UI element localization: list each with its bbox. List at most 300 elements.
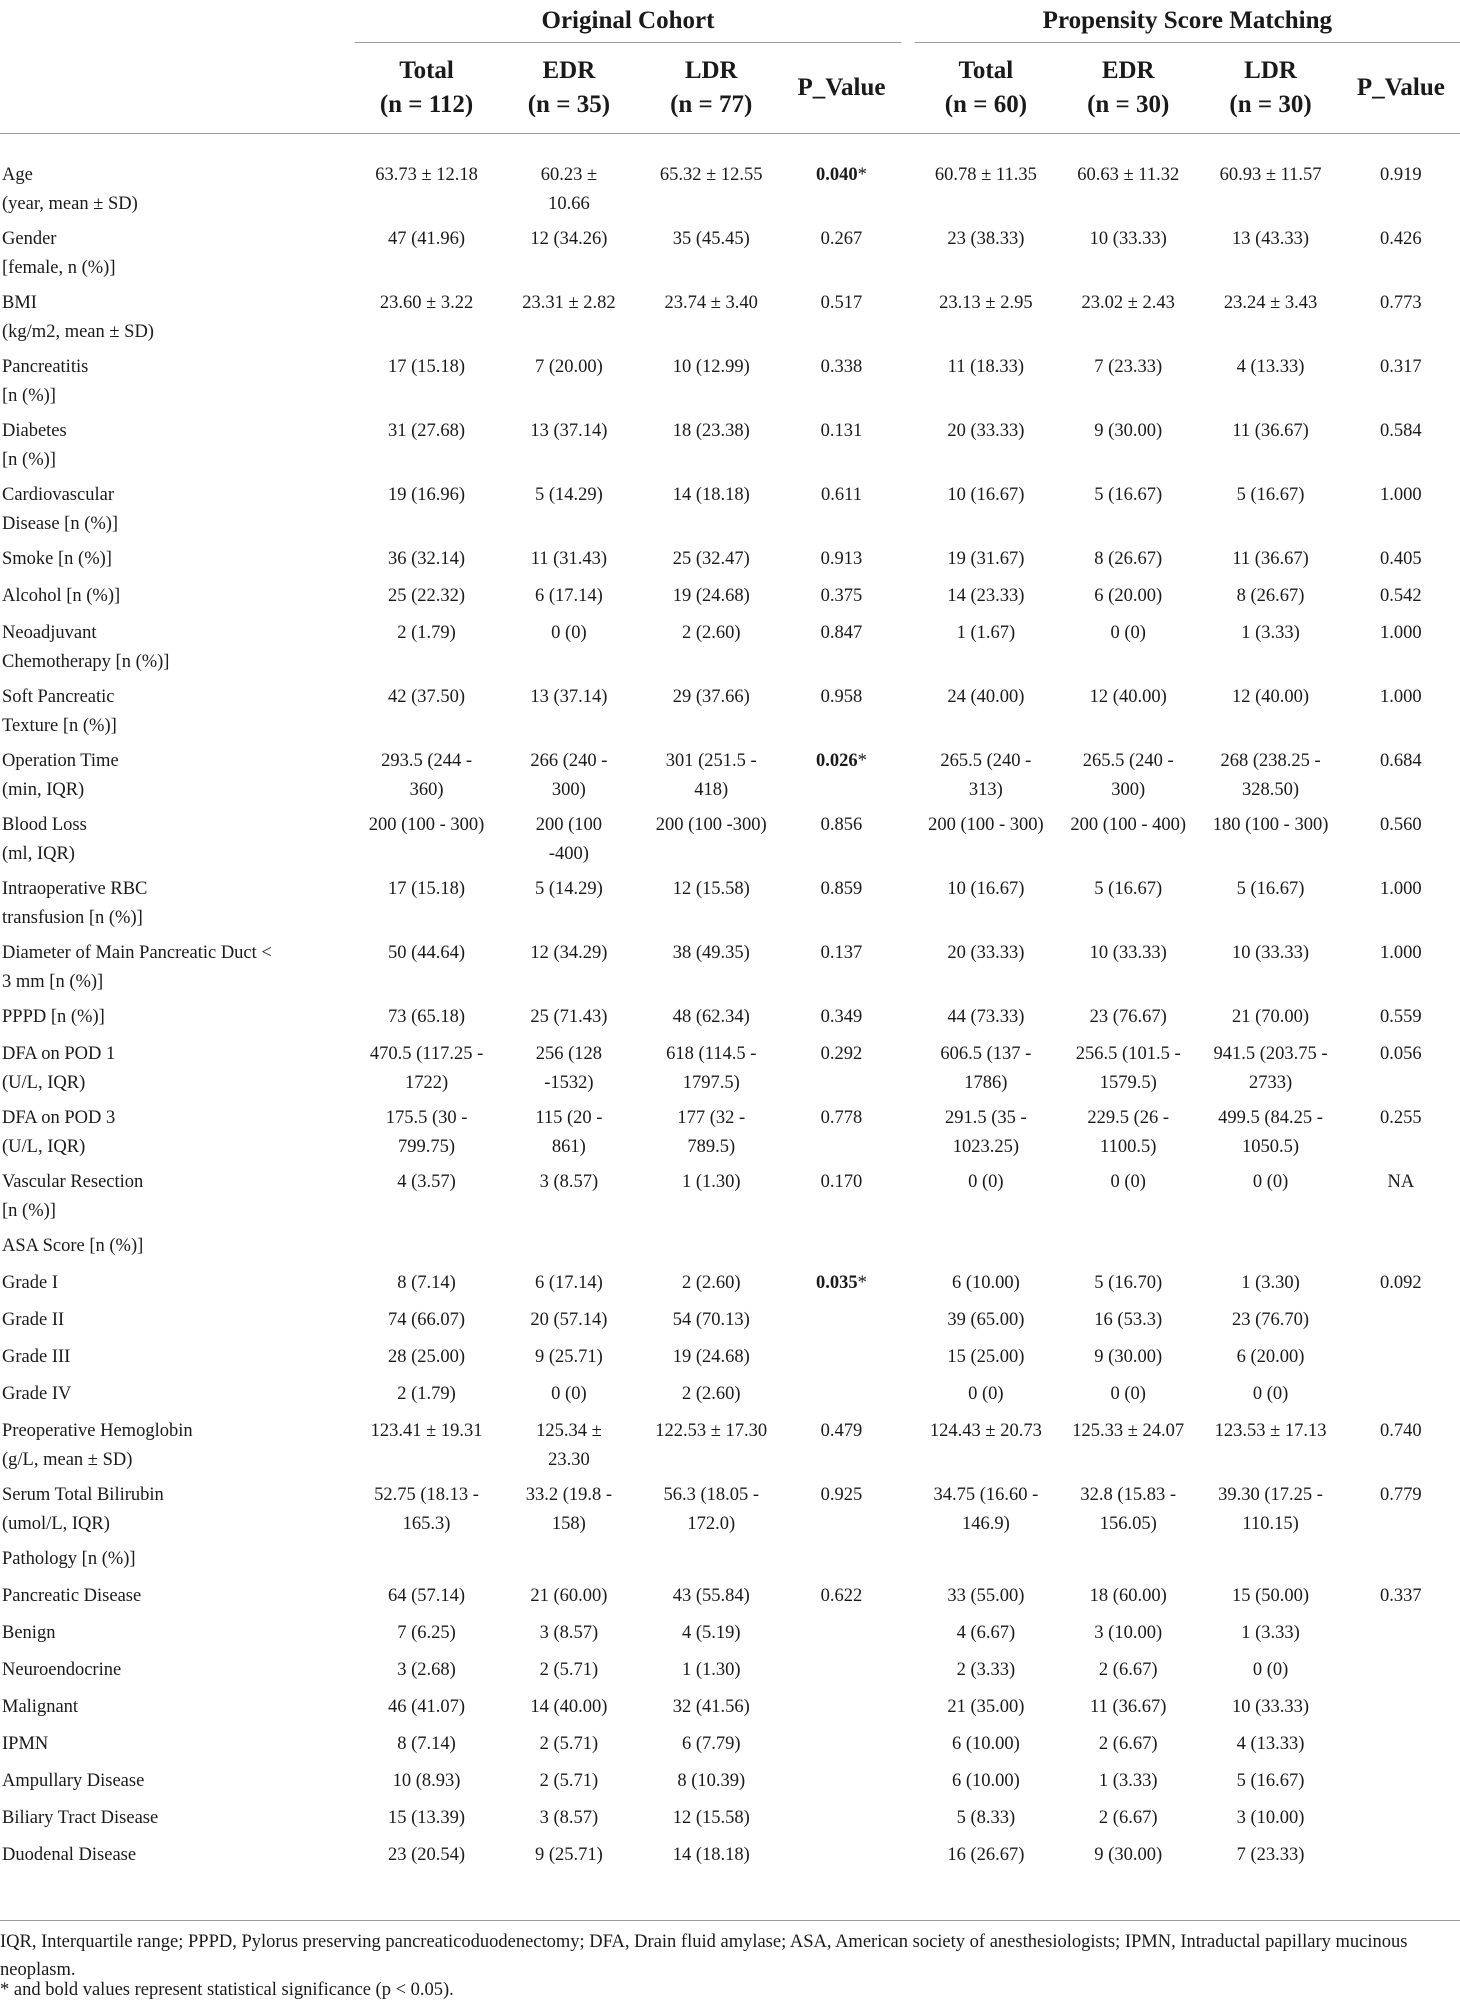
- cell-text: 2 (5.71): [539, 1771, 599, 1791]
- cell-text: 0.338: [820, 357, 863, 377]
- row-label: [0, 410, 355, 474]
- p-value-cell: [1342, 676, 1460, 740]
- value-cell: [1199, 346, 1341, 410]
- value-cell: [1057, 1410, 1199, 1474]
- row-gap: [901, 1474, 915, 1538]
- cell-text: 10 (33.33): [1232, 943, 1310, 963]
- cell-text: 18 (60.00): [1089, 1586, 1167, 1606]
- cell-text: 2 (5.71): [539, 1660, 599, 1680]
- p-value-cell: [782, 1225, 900, 1262]
- value-cell: [1057, 1686, 1199, 1723]
- row-label: [0, 740, 355, 804]
- table-row: [0, 1410, 1460, 1474]
- p-value-cell: [782, 1575, 900, 1612]
- table-row: [0, 1575, 1460, 1612]
- value-cell: [498, 1299, 640, 1336]
- row-label-line: (kg/m2, mean ± SD): [2, 321, 154, 342]
- cell-text: 16 (26.67): [947, 1845, 1025, 1865]
- cell-text: 1 (3.30): [1241, 1273, 1300, 1293]
- p-value-cell: [782, 1262, 900, 1299]
- cell-text: 123.41 ± 19.31: [370, 1421, 483, 1441]
- cell-text: 0 (0): [551, 1384, 587, 1404]
- value-cell: [640, 1612, 782, 1649]
- value-cell: [498, 410, 640, 474]
- value-cell: [355, 1612, 497, 1649]
- cell-text: 418): [694, 779, 729, 800]
- value-cell: [640, 1225, 782, 1262]
- cell-text: 0.405: [1380, 549, 1422, 569]
- value-cell: [1057, 1033, 1199, 1097]
- value-cell: [915, 1410, 1057, 1474]
- cell-text: 3 (10.00): [1236, 1808, 1305, 1828]
- cell-text: 5 (14.29): [534, 879, 603, 899]
- value-cell: [1199, 1097, 1341, 1161]
- cell-text: 0.479: [820, 1421, 863, 1441]
- p-value-cell: [1342, 218, 1460, 282]
- column-header: [640, 43, 782, 134]
- cell-text: 21 (35.00): [947, 1697, 1025, 1717]
- value-cell: [1199, 740, 1341, 804]
- row-gap: [901, 1033, 915, 1097]
- cell-text: 3 (10.00): [1094, 1623, 1163, 1643]
- row-label-line: (min, IQR): [2, 779, 85, 800]
- row-label-line: Biliary Tract Disease: [2, 1808, 159, 1828]
- value-cell: [915, 1373, 1057, 1410]
- value-cell: [355, 1538, 497, 1575]
- cell-text: 0.517: [820, 293, 863, 313]
- value-cell: [1199, 1161, 1341, 1225]
- p-value-cell: [782, 282, 900, 346]
- cell-text: 0.919: [1380, 165, 1422, 185]
- value-cell: [1199, 868, 1341, 932]
- row-label: [0, 612, 355, 676]
- row-label-line: PPPD [n (%)]: [2, 1007, 105, 1027]
- cell-text: 2 (2.60): [681, 623, 741, 643]
- value-cell: [1057, 740, 1199, 804]
- row-gap: [901, 575, 915, 612]
- value-cell: [1199, 282, 1341, 346]
- row-gap: [901, 1299, 915, 1336]
- row-label-line: [n (%)]: [2, 1200, 56, 1221]
- value-cell: [498, 1225, 640, 1262]
- cell-text: 19 (31.67): [947, 549, 1025, 569]
- cell-text: 8 (26.67): [1236, 586, 1305, 606]
- row-label: [0, 1225, 355, 1262]
- cell-text: 313): [968, 779, 1003, 800]
- value-cell: [915, 1474, 1057, 1538]
- cell-text: 64 (57.14): [388, 1586, 466, 1606]
- row-label-line: Neoadjuvant: [2, 623, 97, 643]
- cell-text: [786, 747, 896, 776]
- p-value-cell: [1342, 1336, 1460, 1373]
- value-cell: [640, 804, 782, 868]
- value-cell: [1199, 1797, 1341, 1834]
- value-cell: [915, 740, 1057, 804]
- row-label-line: (g/L, mean ± SD): [2, 1449, 133, 1470]
- cell-text: 14 (18.18): [672, 1845, 750, 1865]
- p-value-cell: [1342, 1161, 1460, 1225]
- cell-text: 13 (43.33): [1232, 229, 1310, 249]
- cell-text: 291.5 (35 -: [945, 1108, 1027, 1128]
- cell-text: 177 (32 -: [677, 1108, 746, 1128]
- row-gap: [901, 1410, 915, 1474]
- cell-text: 146.9): [961, 1513, 1010, 1534]
- cell-text: 60.23 ±: [540, 165, 598, 185]
- value-cell: [915, 218, 1057, 282]
- cell-text: 1 (3.33): [1241, 1623, 1300, 1643]
- p-value-cell: [1342, 346, 1460, 410]
- row-label-line: Soft Pancreatic: [2, 687, 115, 707]
- p-value-cell: [782, 1097, 900, 1161]
- value-cell: [1199, 1723, 1341, 1760]
- value-cell: [355, 1373, 497, 1410]
- significance-marker: *: [857, 165, 867, 185]
- cell-text: 32 (41.56): [672, 1697, 750, 1717]
- value-cell: [640, 1161, 782, 1225]
- cell-text: 789.5): [687, 1136, 736, 1157]
- row-gap: [901, 868, 915, 932]
- row-gap: [901, 154, 915, 218]
- value-cell: [1057, 1336, 1199, 1373]
- value-cell: [1057, 932, 1199, 996]
- cell-text: 12 (34.29): [530, 943, 608, 963]
- table-row: [0, 1033, 1460, 1097]
- value-cell: [915, 1723, 1057, 1760]
- row-label-line: transfusion [n (%)]: [2, 907, 143, 928]
- column-header-title: LDR: [1244, 57, 1297, 84]
- cell-text: 4 (5.19): [681, 1623, 741, 1643]
- cell-text: 38 (49.35): [672, 943, 750, 963]
- cell-text: 1797.5): [682, 1072, 740, 1093]
- p-value-cell: [1342, 1834, 1460, 1871]
- value-cell: [640, 1723, 782, 1760]
- row-label-line: Diabetes: [2, 421, 67, 441]
- cell-text: 6 (7.79): [681, 1734, 741, 1754]
- value-cell: [498, 1097, 640, 1161]
- value-cell: [1199, 1299, 1341, 1336]
- table-row: [0, 474, 1460, 538]
- row-label: [0, 282, 355, 346]
- row-gap: [901, 1723, 915, 1760]
- value-cell: [355, 996, 497, 1033]
- row-gap: [901, 410, 915, 474]
- row-label-line: [n (%)]: [2, 385, 56, 406]
- value-cell: [498, 868, 640, 932]
- row-gap: [901, 804, 915, 868]
- cell-text: 23 (76.67): [1089, 1007, 1167, 1027]
- value-cell: [355, 1760, 497, 1797]
- cell-text: 122.53 ± 17.30: [655, 1421, 768, 1441]
- column-header: [1342, 43, 1460, 134]
- cell-text: 6 (10.00): [951, 1273, 1020, 1293]
- cell-text: 60.78 ± 11.35: [934, 165, 1037, 185]
- cell-text: 268 (238.25 -: [1220, 751, 1321, 771]
- value-cell: [640, 282, 782, 346]
- value-cell: [498, 1575, 640, 1612]
- table-row: [0, 1612, 1460, 1649]
- value-cell: [915, 1686, 1057, 1723]
- cell-text: 0 (0): [1110, 1384, 1146, 1404]
- cell-text: 56.3 (18.05 -: [663, 1485, 760, 1505]
- value-cell: [1057, 1612, 1199, 1649]
- column-gap: [901, 43, 915, 134]
- p-value-cell: [1342, 410, 1460, 474]
- row-label-line: Ampullary Disease: [2, 1771, 145, 1791]
- row-label: [0, 1797, 355, 1834]
- group-gap: [901, 0, 915, 43]
- value-cell: [915, 1834, 1057, 1871]
- row-label: [0, 1612, 355, 1649]
- cell-text: 11 (36.67): [1090, 1697, 1167, 1717]
- value-cell: [915, 1262, 1057, 1299]
- label-column-header: [0, 43, 355, 134]
- column-header: [355, 43, 497, 134]
- value-cell: [355, 1723, 497, 1760]
- value-cell: [915, 1336, 1057, 1373]
- cell-text: 60.63 ± 11.32: [1077, 165, 1180, 185]
- value-cell: [498, 575, 640, 612]
- cell-text: 31 (27.68): [388, 421, 466, 441]
- row-label-line: (umol/L, IQR): [2, 1513, 110, 1534]
- table-row: [0, 1686, 1460, 1723]
- cell-text: 14 (40.00): [530, 1697, 608, 1717]
- row-label-line: Disease [n (%)]: [2, 513, 119, 534]
- value-cell: [915, 996, 1057, 1033]
- value-cell: [1057, 1760, 1199, 1797]
- value-cell: [355, 740, 497, 804]
- value-cell: [498, 1033, 640, 1097]
- column-header-title: EDR: [542, 57, 596, 84]
- table-row: [0, 1834, 1460, 1871]
- cell-text: 74 (66.07): [388, 1310, 466, 1330]
- cell-text: 0.740: [1380, 1421, 1422, 1441]
- cell-text: 265.5 (240 -: [940, 751, 1032, 771]
- cell-text: 360): [409, 779, 444, 800]
- value-cell: [1199, 1373, 1341, 1410]
- value-cell: [498, 474, 640, 538]
- cell-text: 23.74 ± 3.40: [664, 293, 758, 313]
- row-label-line: Benign: [2, 1623, 56, 1643]
- row-label-line: Chemotherapy [n (%)]: [2, 651, 170, 672]
- cell-text: 35 (45.45): [672, 229, 750, 249]
- p-value-cell: [782, 346, 900, 410]
- cell-text: 10 (12.99): [672, 357, 750, 377]
- value-cell: [1199, 676, 1341, 740]
- column-header: [915, 43, 1057, 134]
- cell-text: 2 (6.67): [1098, 1660, 1158, 1680]
- label-header-blank: [0, 0, 355, 43]
- value-cell: [498, 1336, 640, 1373]
- cell-text: 180 (100 - 300): [1212, 815, 1329, 835]
- cell-text: 8 (7.14): [397, 1273, 456, 1293]
- cell-text: 5 (16.67): [1236, 1771, 1305, 1791]
- cell-text: 125.34 ±: [536, 1421, 602, 1441]
- row-gap: [901, 346, 915, 410]
- cell-text: 12 (15.58): [672, 879, 750, 899]
- value-cell: [498, 1161, 640, 1225]
- value-cell: [640, 1097, 782, 1161]
- row-label-line: DFA on POD 1: [2, 1044, 116, 1064]
- value-cell: [915, 1612, 1057, 1649]
- cell-text: 10 (33.33): [1232, 1697, 1310, 1717]
- p-value-cell: [1342, 282, 1460, 346]
- value-cell: [498, 1760, 640, 1797]
- value-cell: [498, 346, 640, 410]
- cell-text: 19 (16.96): [388, 485, 466, 505]
- value-cell: [915, 1538, 1057, 1575]
- row-gap: [901, 1686, 915, 1723]
- body-spacer: [0, 134, 1460, 155]
- cell-text: 33.2 (19.8 -: [525, 1485, 613, 1505]
- cell-text: 861): [551, 1136, 586, 1157]
- value-cell: [1199, 996, 1341, 1033]
- value-cell: [640, 676, 782, 740]
- cell-text: 110.15): [1242, 1513, 1299, 1534]
- row-label: [0, 1262, 355, 1299]
- row-label-line: Grade IV: [2, 1384, 72, 1404]
- value-cell: [915, 932, 1057, 996]
- value-cell: [1199, 1612, 1341, 1649]
- cell-text: 6 (17.14): [534, 1273, 603, 1293]
- cell-text: 2 (6.67): [1098, 1808, 1158, 1828]
- cell-text: 0.913: [820, 549, 863, 569]
- p-value-cell: [1342, 1033, 1460, 1097]
- row-gap: [901, 1262, 915, 1299]
- cell-text: 172.0): [687, 1513, 736, 1534]
- value-cell: [498, 1262, 640, 1299]
- p-value-cell: [782, 1834, 900, 1871]
- p-value-cell: [1342, 575, 1460, 612]
- cell-text: 0 (0): [1252, 1660, 1289, 1680]
- row-gap: [901, 676, 915, 740]
- row-gap: [901, 1649, 915, 1686]
- p-value-cell: [1342, 1262, 1460, 1299]
- value-cell: [355, 1834, 497, 1871]
- value-cell: [1199, 1225, 1341, 1262]
- row-gap: [901, 1373, 915, 1410]
- value-cell: [498, 804, 640, 868]
- value-cell: [915, 1649, 1057, 1686]
- cell-text: -400): [548, 843, 589, 864]
- p-value-cell: [1342, 868, 1460, 932]
- column-header-title: LDR: [684, 57, 738, 84]
- value-cell: [1057, 282, 1199, 346]
- value-cell: [498, 282, 640, 346]
- table-row: [0, 346, 1460, 410]
- cell-text: 11 (36.67): [1232, 421, 1309, 441]
- cell-text: 0 (0): [551, 623, 587, 643]
- row-label-line: Pathology [n (%)]: [2, 1549, 136, 1569]
- value-cell: [1199, 154, 1341, 218]
- significance-marker: *: [857, 751, 867, 771]
- value-cell: [355, 1336, 497, 1373]
- cell-text: 36 (32.14): [388, 549, 466, 569]
- p-value-cell: [782, 740, 900, 804]
- cell-text: 165.3): [402, 1513, 451, 1534]
- value-cell: [640, 932, 782, 996]
- cell-text: 2 (2.60): [681, 1384, 741, 1404]
- value-cell: [915, 1797, 1057, 1834]
- cell-text: 0.056: [1380, 1044, 1422, 1064]
- cell-text: 0 (0): [1110, 1172, 1146, 1192]
- cell-text: 23.31 ± 2.82: [522, 293, 616, 313]
- value-cell: [1199, 1649, 1341, 1686]
- value-cell: [1057, 1262, 1199, 1299]
- row-label: [0, 868, 355, 932]
- row-gap: [901, 1161, 915, 1225]
- value-cell: [640, 1760, 782, 1797]
- value-cell: [1199, 932, 1341, 996]
- row-label: [0, 1373, 355, 1410]
- cell-text: 13 (37.14): [530, 687, 608, 707]
- cell-text: 200 (100 - 300): [928, 815, 1044, 835]
- value-cell: [498, 676, 640, 740]
- cell-text: 10 (16.67): [947, 879, 1025, 899]
- p-value-cell: [782, 996, 900, 1033]
- row-label-line: Intraoperative RBC: [2, 879, 148, 899]
- p-value-cell: [782, 474, 900, 538]
- p-value-cell: [1342, 612, 1460, 676]
- cell-text: 1 (1.30): [681, 1172, 741, 1192]
- significant-value: 0.035: [816, 1273, 858, 1293]
- cell-text: 1.000: [1380, 485, 1422, 505]
- value-cell: [1057, 676, 1199, 740]
- value-cell: [640, 740, 782, 804]
- cell-text: 11 (36.67): [1232, 549, 1309, 569]
- row-gap: [901, 538, 915, 575]
- row-label-line: Pancreatic Disease: [2, 1586, 142, 1606]
- cell-text: 0.925: [820, 1485, 863, 1505]
- cell-text: 14 (18.18): [672, 485, 750, 505]
- row-label: [0, 1299, 355, 1336]
- cell-text: 23 (38.33): [947, 229, 1025, 249]
- row-label-line: BMI: [2, 293, 37, 313]
- table-row: [0, 282, 1460, 346]
- cell-text: 33 (55.00): [947, 1586, 1025, 1606]
- row-label: [0, 1760, 355, 1797]
- value-cell: [498, 218, 640, 282]
- row-label: [0, 1410, 355, 1474]
- cell-text: 34.75 (16.60 -: [933, 1485, 1039, 1505]
- column-header-title: EDR: [1101, 57, 1155, 84]
- value-cell: [1057, 1161, 1199, 1225]
- value-cell: [915, 346, 1057, 410]
- cell-text: 1722): [404, 1072, 449, 1093]
- value-cell: [640, 1834, 782, 1871]
- row-label-line: [n (%)]: [2, 449, 56, 470]
- group-header-original: Original Cohort: [355, 0, 900, 43]
- cell-text: 9 (25.71): [534, 1845, 603, 1865]
- p-value-cell: [782, 676, 900, 740]
- cell-text: 200 (100: [535, 815, 603, 835]
- cell-text: 5 (8.33): [956, 1808, 1016, 1828]
- cell-text: 23 (20.54): [388, 1845, 466, 1865]
- p-value-cell: [1342, 932, 1460, 996]
- value-cell: [915, 1225, 1057, 1262]
- value-cell: [355, 1797, 497, 1834]
- row-label-line: Texture [n (%)]: [2, 715, 117, 736]
- row-label: [0, 932, 355, 996]
- cell-text: 21 (60.00): [530, 1586, 608, 1606]
- cell-text: 499.5 (84.25 -: [1218, 1108, 1323, 1128]
- cell-text: 23.24 ± 3.43: [1223, 293, 1318, 313]
- p-value-cell: [782, 218, 900, 282]
- row-label-line: Age: [2, 165, 33, 185]
- table-row: [0, 1760, 1460, 1797]
- cell-text: 1579.5): [1099, 1072, 1157, 1093]
- value-cell: [1057, 1097, 1199, 1161]
- table-row: [0, 804, 1460, 868]
